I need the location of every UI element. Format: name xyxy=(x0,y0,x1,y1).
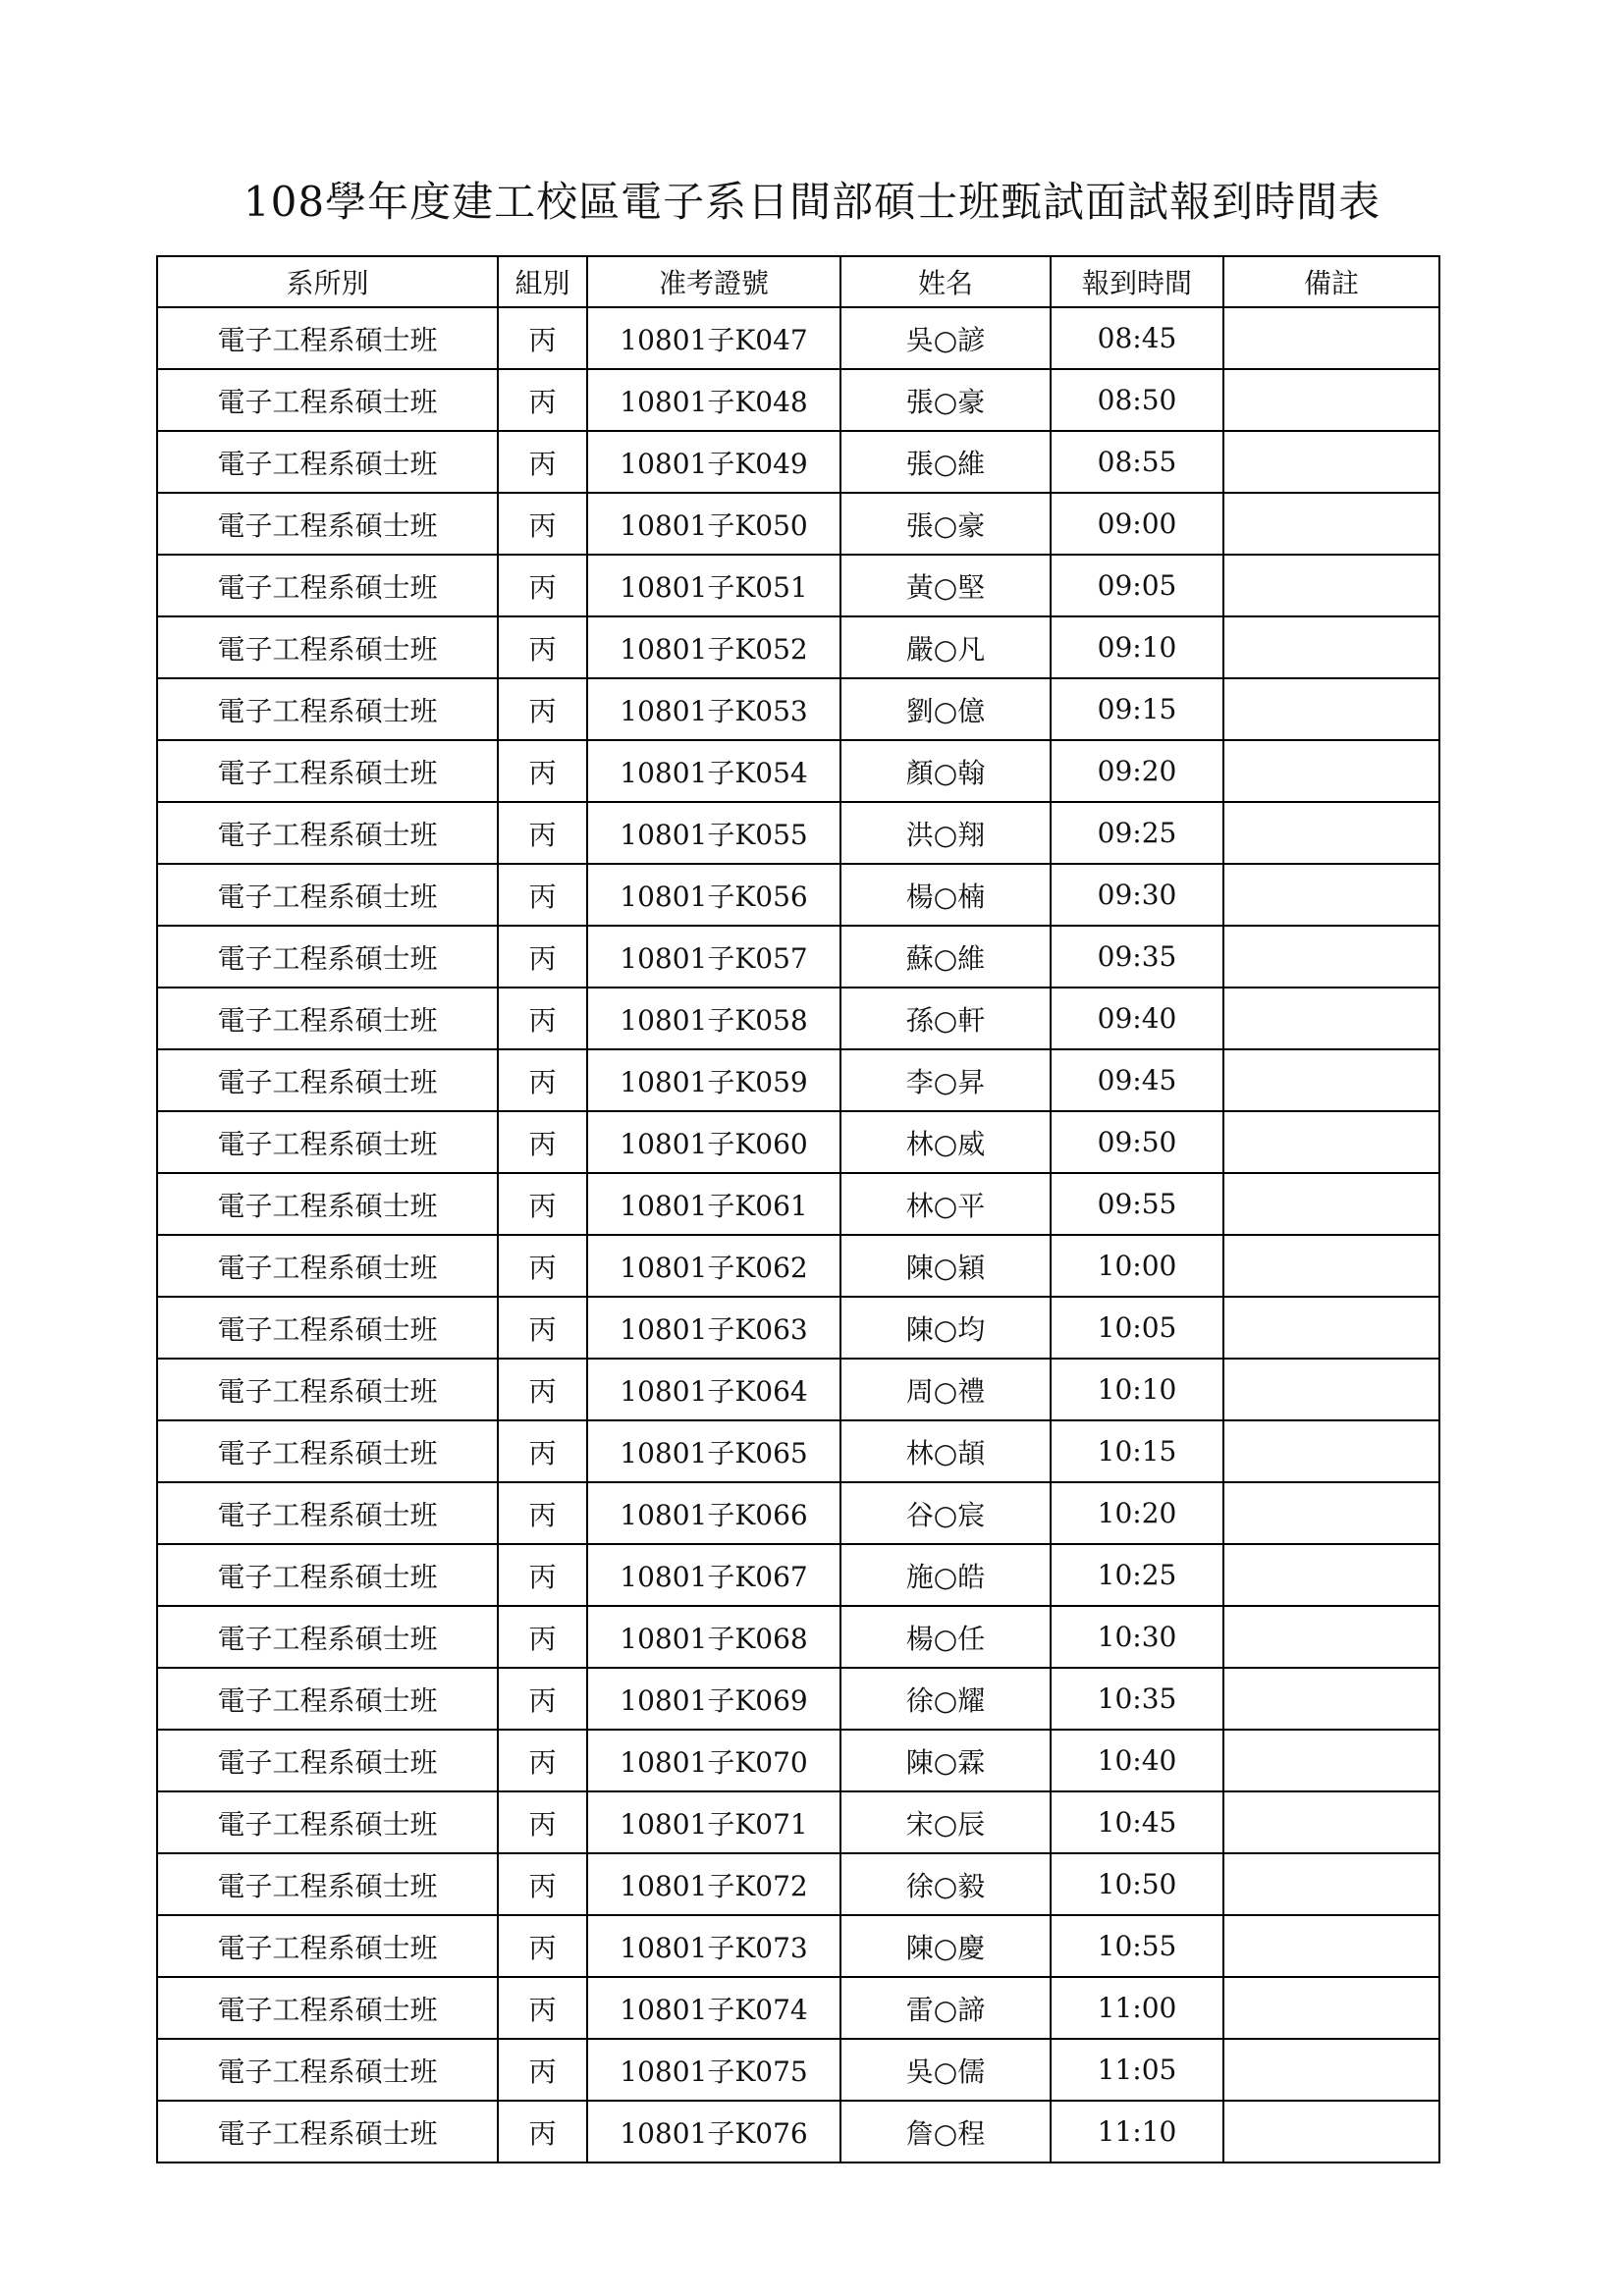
cell-remarks xyxy=(1223,555,1439,616)
cell-group: 丙 xyxy=(498,1977,587,2039)
cell-department: 電子工程系碩士班 xyxy=(157,1791,498,1853)
table-row xyxy=(157,555,1439,616)
table-row xyxy=(157,678,1439,740)
cell-department: 電子工程系碩士班 xyxy=(157,1668,498,1730)
cell-department: 電子工程系碩士班 xyxy=(157,1482,498,1544)
cell-remarks xyxy=(1223,307,1439,369)
cell-exam-id: 10801子K059 xyxy=(587,1049,840,1111)
cell-name: 林○平 xyxy=(840,1173,1051,1235)
table-row xyxy=(157,1297,1439,1359)
cell-report-time: 11:05 xyxy=(1051,2039,1223,2101)
cell-group: 丙 xyxy=(498,493,587,555)
cell-name: 洪○翔 xyxy=(840,802,1051,864)
cell-remarks xyxy=(1223,988,1439,1049)
table-row xyxy=(157,1482,1439,1544)
cell-remarks xyxy=(1223,1049,1439,1111)
cell-department: 電子工程系碩士班 xyxy=(157,1049,498,1111)
cell-group: 丙 xyxy=(498,1049,587,1111)
cell-name: 黃○堅 xyxy=(840,555,1051,616)
cell-group: 丙 xyxy=(498,1297,587,1359)
cell-group: 丙 xyxy=(498,2101,587,2163)
cell-remarks xyxy=(1223,2039,1439,2101)
cell-department: 電子工程系碩士班 xyxy=(157,369,498,431)
cell-name: 徐○耀 xyxy=(840,1668,1051,1730)
cell-report-time: 09:30 xyxy=(1051,864,1223,926)
column-header-department: 系所別 xyxy=(157,256,498,307)
cell-remarks xyxy=(1223,493,1439,555)
cell-department: 電子工程系碩士班 xyxy=(157,1544,498,1606)
cell-group: 丙 xyxy=(498,1791,587,1853)
cell-group: 丙 xyxy=(498,1420,587,1482)
cell-department: 電子工程系碩士班 xyxy=(157,431,498,493)
cell-report-time: 09:40 xyxy=(1051,988,1223,1049)
table-row xyxy=(157,369,1439,431)
cell-department: 電子工程系碩士班 xyxy=(157,616,498,678)
cell-exam-id: 10801子K071 xyxy=(587,1791,840,1853)
cell-report-time: 09:25 xyxy=(1051,802,1223,864)
cell-department: 電子工程系碩士班 xyxy=(157,1359,498,1420)
cell-group: 丙 xyxy=(498,1173,587,1235)
cell-remarks xyxy=(1223,802,1439,864)
cell-name: 劉○億 xyxy=(840,678,1051,740)
cell-report-time: 09:45 xyxy=(1051,1049,1223,1111)
cell-report-time: 11:10 xyxy=(1051,2101,1223,2163)
cell-name: 張○維 xyxy=(840,431,1051,493)
table-row xyxy=(157,493,1439,555)
table-row xyxy=(157,1111,1439,1173)
table-row xyxy=(157,1359,1439,1420)
cell-report-time: 09:55 xyxy=(1051,1173,1223,1235)
cell-remarks xyxy=(1223,1606,1439,1668)
cell-name: 施○皓 xyxy=(840,1544,1051,1606)
table-row xyxy=(157,1235,1439,1297)
cell-group: 丙 xyxy=(498,1668,587,1730)
cell-department: 電子工程系碩士班 xyxy=(157,555,498,616)
cell-department: 電子工程系碩士班 xyxy=(157,493,498,555)
cell-report-time: 09:05 xyxy=(1051,555,1223,616)
cell-report-time: 10:25 xyxy=(1051,1544,1223,1606)
table-row xyxy=(157,988,1439,1049)
table-row xyxy=(157,1606,1439,1668)
cell-exam-id: 10801子K073 xyxy=(587,1915,840,1977)
cell-remarks xyxy=(1223,926,1439,988)
column-header-exam-id: 准考證號 xyxy=(587,256,840,307)
cell-group: 丙 xyxy=(498,555,587,616)
table-row xyxy=(157,1915,1439,1977)
cell-name: 楊○楠 xyxy=(840,864,1051,926)
cell-report-time: 10:35 xyxy=(1051,1668,1223,1730)
cell-name: 李○昇 xyxy=(840,1049,1051,1111)
cell-report-time: 09:50 xyxy=(1051,1111,1223,1173)
cell-group: 丙 xyxy=(498,1544,587,1606)
table-body xyxy=(157,307,1439,2163)
cell-report-time: 09:15 xyxy=(1051,678,1223,740)
cell-department: 電子工程系碩士班 xyxy=(157,2101,498,2163)
cell-report-time: 11:00 xyxy=(1051,1977,1223,2039)
cell-group: 丙 xyxy=(498,988,587,1049)
cell-name: 孫○軒 xyxy=(840,988,1051,1049)
cell-exam-id: 10801子K060 xyxy=(587,1111,840,1173)
cell-name: 陳○均 xyxy=(840,1297,1051,1359)
cell-group: 丙 xyxy=(498,1359,587,1420)
cell-remarks xyxy=(1223,864,1439,926)
table-row xyxy=(157,1049,1439,1111)
table-row xyxy=(157,864,1439,926)
cell-exam-id: 10801子K075 xyxy=(587,2039,840,2101)
cell-name: 谷○宸 xyxy=(840,1482,1051,1544)
cell-group: 丙 xyxy=(498,2039,587,2101)
cell-group: 丙 xyxy=(498,1730,587,1791)
cell-department: 電子工程系碩士班 xyxy=(157,1235,498,1297)
cell-exam-id: 10801子K062 xyxy=(587,1235,840,1297)
header-row xyxy=(157,256,1439,307)
column-header-group: 組別 xyxy=(498,256,587,307)
cell-group: 丙 xyxy=(498,1606,587,1668)
cell-exam-id: 10801子K061 xyxy=(587,1173,840,1235)
cell-report-time: 10:55 xyxy=(1051,1915,1223,1977)
cell-group: 丙 xyxy=(498,864,587,926)
cell-report-time: 10:10 xyxy=(1051,1359,1223,1420)
cell-report-time: 09:20 xyxy=(1051,740,1223,802)
cell-remarks xyxy=(1223,1359,1439,1420)
cell-name: 吳○儒 xyxy=(840,2039,1051,2101)
cell-group: 丙 xyxy=(498,1915,587,1977)
cell-exam-id: 10801子K064 xyxy=(587,1359,840,1420)
cell-group: 丙 xyxy=(498,740,587,802)
table-row xyxy=(157,1977,1439,2039)
column-header-report-time: 報到時間 xyxy=(1051,256,1223,307)
cell-remarks xyxy=(1223,1173,1439,1235)
cell-remarks xyxy=(1223,1297,1439,1359)
cell-exam-id: 10801子K049 xyxy=(587,431,840,493)
table-row xyxy=(157,1544,1439,1606)
cell-exam-id: 10801子K068 xyxy=(587,1606,840,1668)
column-header-name: 姓名 xyxy=(840,256,1051,307)
cell-report-time: 10:20 xyxy=(1051,1482,1223,1544)
cell-remarks xyxy=(1223,1791,1439,1853)
cell-remarks xyxy=(1223,1544,1439,1606)
cell-remarks xyxy=(1223,2101,1439,2163)
cell-department: 電子工程系碩士班 xyxy=(157,1173,498,1235)
cell-name: 周○禮 xyxy=(840,1359,1051,1420)
table-row xyxy=(157,1853,1439,1915)
table-row xyxy=(157,1791,1439,1853)
cell-name: 林○頡 xyxy=(840,1420,1051,1482)
cell-remarks xyxy=(1223,1420,1439,1482)
cell-group: 丙 xyxy=(498,678,587,740)
cell-report-time: 09:00 xyxy=(1051,493,1223,555)
table-row xyxy=(157,926,1439,988)
cell-remarks xyxy=(1223,1853,1439,1915)
cell-exam-id: 10801子K053 xyxy=(587,678,840,740)
cell-report-time: 10:30 xyxy=(1051,1606,1223,1668)
cell-exam-id: 10801子K063 xyxy=(587,1297,840,1359)
schedule-table xyxy=(156,255,1440,2163)
cell-report-time: 10:45 xyxy=(1051,1791,1223,1853)
cell-group: 丙 xyxy=(498,431,587,493)
cell-exam-id: 10801子K047 xyxy=(587,307,840,369)
cell-group: 丙 xyxy=(498,1235,587,1297)
table-row xyxy=(157,2039,1439,2101)
cell-name: 陳○霖 xyxy=(840,1730,1051,1791)
cell-exam-id: 10801子K058 xyxy=(587,988,840,1049)
cell-exam-id: 10801子K066 xyxy=(587,1482,840,1544)
cell-department: 電子工程系碩士班 xyxy=(157,988,498,1049)
cell-group: 丙 xyxy=(498,926,587,988)
cell-group: 丙 xyxy=(498,1482,587,1544)
cell-group: 丙 xyxy=(498,616,587,678)
cell-report-time: 10:00 xyxy=(1051,1235,1223,1297)
cell-name: 吳○諺 xyxy=(840,307,1051,369)
cell-name: 嚴○凡 xyxy=(840,616,1051,678)
cell-department: 電子工程系碩士班 xyxy=(157,926,498,988)
cell-name: 徐○毅 xyxy=(840,1853,1051,1915)
cell-name: 顏○翰 xyxy=(840,740,1051,802)
table-row xyxy=(157,1420,1439,1482)
table-row xyxy=(157,1173,1439,1235)
cell-department: 電子工程系碩士班 xyxy=(157,1420,498,1482)
cell-remarks xyxy=(1223,678,1439,740)
cell-report-time: 10:40 xyxy=(1051,1730,1223,1791)
cell-report-time: 08:55 xyxy=(1051,431,1223,493)
cell-department: 電子工程系碩士班 xyxy=(157,1853,498,1915)
cell-exam-id: 10801子K052 xyxy=(587,616,840,678)
cell-report-time: 10:50 xyxy=(1051,1853,1223,1915)
table-row xyxy=(157,1668,1439,1730)
cell-name: 蘇○維 xyxy=(840,926,1051,988)
cell-remarks xyxy=(1223,1730,1439,1791)
cell-name: 楊○任 xyxy=(840,1606,1051,1668)
cell-remarks xyxy=(1223,369,1439,431)
cell-exam-id: 10801子K070 xyxy=(587,1730,840,1791)
page-title: 108學年度建工校區電子系日間部碩士班甄試面試報到時間表 xyxy=(243,178,1381,226)
cell-remarks xyxy=(1223,616,1439,678)
cell-exam-id: 10801子K055 xyxy=(587,802,840,864)
cell-exam-id: 10801子K067 xyxy=(587,1544,840,1606)
cell-remarks xyxy=(1223,1915,1439,1977)
cell-department: 電子工程系碩士班 xyxy=(157,1297,498,1359)
cell-remarks xyxy=(1223,1482,1439,1544)
table-row xyxy=(157,616,1439,678)
cell-exam-id: 10801子K056 xyxy=(587,864,840,926)
cell-exam-id: 10801子K048 xyxy=(587,369,840,431)
cell-report-time: 08:50 xyxy=(1051,369,1223,431)
table-row xyxy=(157,740,1439,802)
cell-name: 陳○慶 xyxy=(840,1915,1051,1977)
table-row xyxy=(157,431,1439,493)
cell-exam-id: 10801子K072 xyxy=(587,1853,840,1915)
cell-group: 丙 xyxy=(498,802,587,864)
cell-department: 電子工程系碩士班 xyxy=(157,864,498,926)
cell-department: 電子工程系碩士班 xyxy=(157,678,498,740)
cell-exam-id: 10801子K076 xyxy=(587,2101,840,2163)
cell-remarks xyxy=(1223,740,1439,802)
cell-exam-id: 10801子K051 xyxy=(587,555,840,616)
table-row xyxy=(157,307,1439,369)
cell-name: 宋○辰 xyxy=(840,1791,1051,1853)
cell-remarks xyxy=(1223,1668,1439,1730)
cell-department: 電子工程系碩士班 xyxy=(157,1730,498,1791)
cell-report-time: 10:05 xyxy=(1051,1297,1223,1359)
table-row xyxy=(157,2101,1439,2163)
cell-name: 詹○程 xyxy=(840,2101,1051,2163)
cell-name: 林○威 xyxy=(840,1111,1051,1173)
cell-remarks xyxy=(1223,1111,1439,1173)
cell-exam-id: 10801子K074 xyxy=(587,1977,840,2039)
cell-name: 張○豪 xyxy=(840,369,1051,431)
cell-department: 電子工程系碩士班 xyxy=(157,1111,498,1173)
cell-exam-id: 10801子K065 xyxy=(587,1420,840,1482)
cell-report-time: 08:45 xyxy=(1051,307,1223,369)
cell-department: 電子工程系碩士班 xyxy=(157,1977,498,2039)
table-row xyxy=(157,802,1439,864)
cell-remarks xyxy=(1223,1235,1439,1297)
cell-department: 電子工程系碩士班 xyxy=(157,307,498,369)
cell-name: 陳○穎 xyxy=(840,1235,1051,1297)
cell-group: 丙 xyxy=(498,1853,587,1915)
cell-exam-id: 10801子K069 xyxy=(587,1668,840,1730)
cell-remarks xyxy=(1223,1977,1439,2039)
cell-report-time: 09:35 xyxy=(1051,926,1223,988)
cell-exam-id: 10801子K050 xyxy=(587,493,840,555)
cell-name: 張○豪 xyxy=(840,493,1051,555)
cell-department: 電子工程系碩士班 xyxy=(157,2039,498,2101)
cell-department: 電子工程系碩士班 xyxy=(157,1915,498,1977)
cell-department: 電子工程系碩士班 xyxy=(157,1606,498,1668)
cell-report-time: 10:15 xyxy=(1051,1420,1223,1482)
cell-department: 電子工程系碩士班 xyxy=(157,802,498,864)
cell-group: 丙 xyxy=(498,369,587,431)
cell-exam-id: 10801子K057 xyxy=(587,926,840,988)
cell-remarks xyxy=(1223,431,1439,493)
cell-name: 雷○諦 xyxy=(840,1977,1051,2039)
cell-report-time: 09:10 xyxy=(1051,616,1223,678)
column-header-remarks: 備註 xyxy=(1223,256,1439,307)
table-row xyxy=(157,1730,1439,1791)
cell-group: 丙 xyxy=(498,307,587,369)
cell-group: 丙 xyxy=(498,1111,587,1173)
cell-exam-id: 10801子K054 xyxy=(587,740,840,802)
cell-department: 電子工程系碩士班 xyxy=(157,740,498,802)
